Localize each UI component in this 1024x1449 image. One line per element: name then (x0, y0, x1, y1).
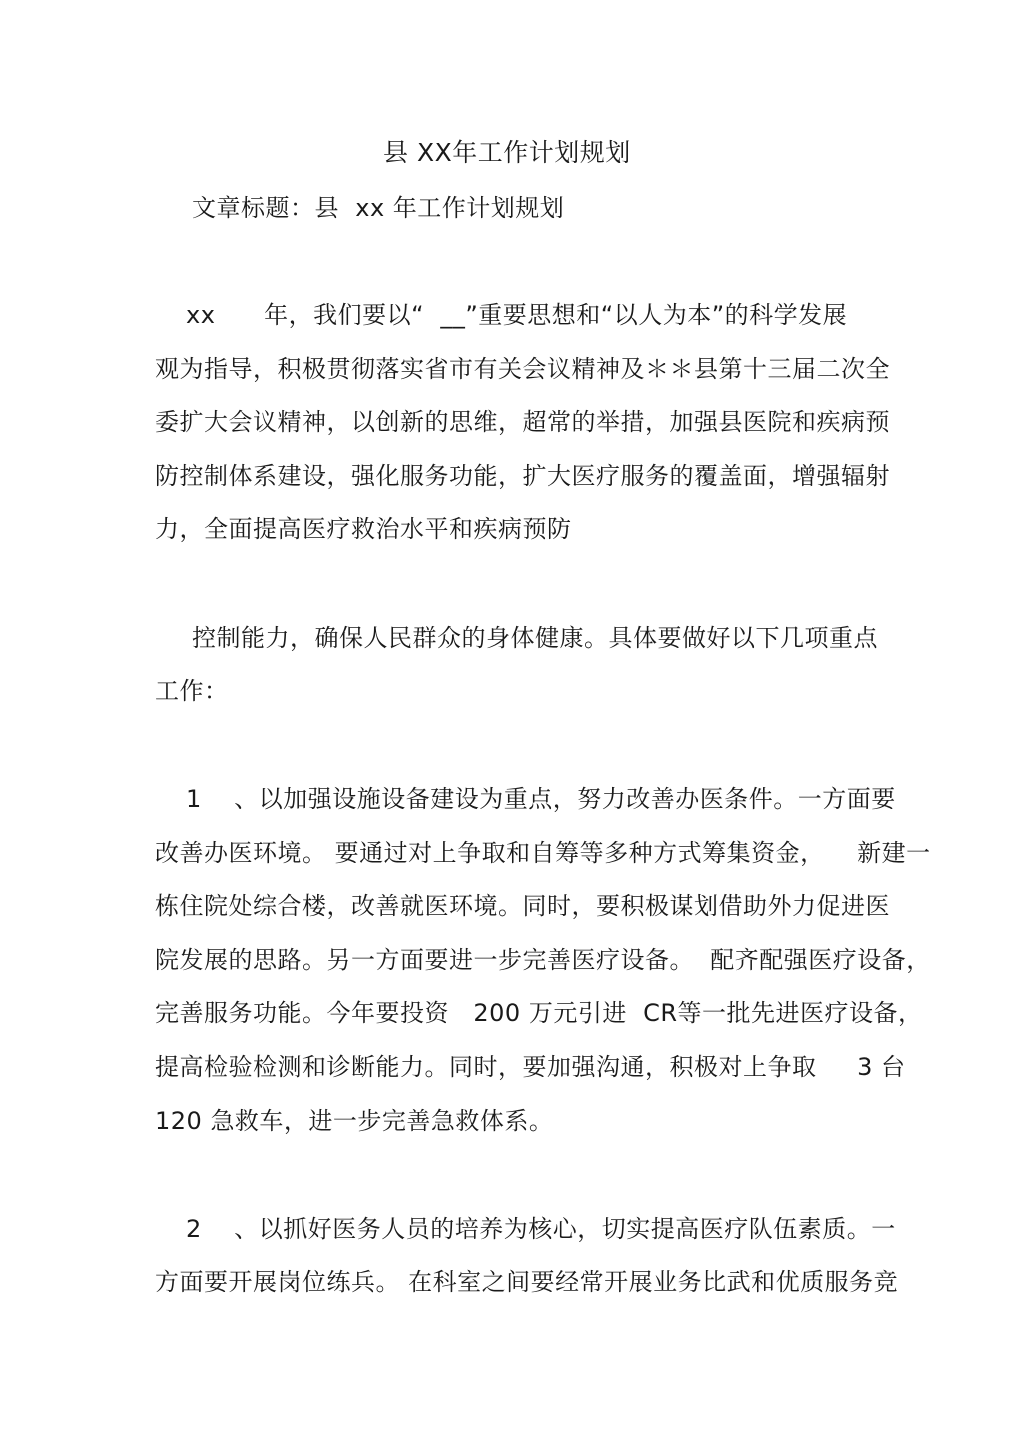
document-subtitle: 文章标题：县 xx 年工作计划规划 (192, 194, 565, 222)
document-title: 县 XX年工作计划规划 (383, 138, 631, 167)
paragraph-line: 1 、以加强设施设备建设为重点，努力改善办医条件。一方面要 (186, 785, 896, 813)
paragraph-line: 控制能力，确保人民群众的身体健康。具体要做好以下几项重点 (192, 624, 878, 652)
paragraph-line: 完善服务功能。今年要投资 200 万元引进 CR等一批先进医疗设备， (155, 999, 923, 1027)
paragraph-line: 工作： (155, 677, 229, 705)
paragraph-line: 方面要开展岗位练兵。 在科室之间要经常开展业务比武和优质服务竞 (155, 1268, 899, 1296)
paragraph-line: 力，全面提高医疗救治水平和疾病预防 (155, 515, 572, 543)
paragraph-line: 委扩大会议精神，以创新的思维，超常的举措，加强县医院和疾病预 (155, 408, 890, 436)
paragraph-line: 防控制体系建设，强化服务功能，扩大医疗服务的覆盖面，增强辐射 (155, 462, 890, 490)
paragraph-line: 栋住院处综合楼，改善就医环境。同时，要积极谋划借助外力促进医 (155, 892, 890, 920)
paragraph-line: 观为指导，积极贯彻落实省市有关会议精神及＊＊县第十三届二次全 (155, 355, 890, 383)
paragraph-line: 提高检验检测和诊断能力。同时，要加强沟通，积极对上争取 3 台 (155, 1053, 906, 1081)
paragraph-line: 2 、以抓好医务人员的培养为核心，切实提高医疗队伍素质。一 (186, 1215, 896, 1243)
paragraph-line: xx 年，我们要以“ __”重要思想和“以人为本”的科学发展 (186, 301, 848, 329)
paragraph-line: 改善办医环境。 要通过对上争取和自筹等多种方式筹集资金， 新建一 (155, 839, 931, 867)
paragraph-line: 院发展的思路。另一方面要进一步完善医疗设备。 配齐配强医疗设备， (155, 946, 931, 974)
paragraph-line: 120 急救车，进一步完善急救体系。 (155, 1107, 554, 1135)
